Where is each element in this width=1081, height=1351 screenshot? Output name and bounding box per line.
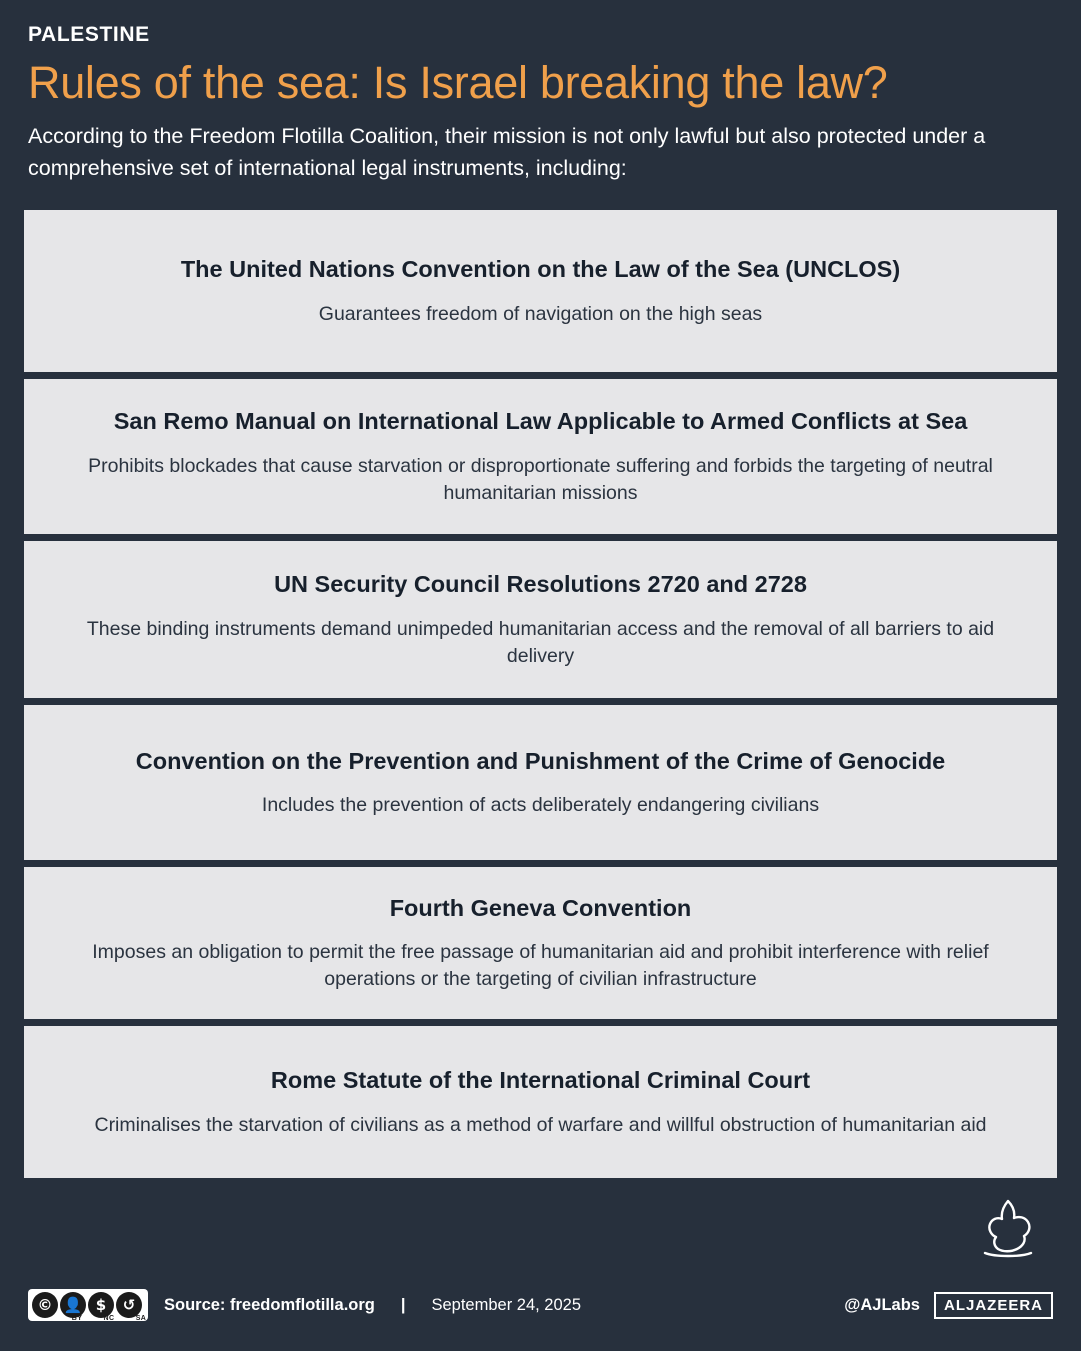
card-description: Imposes an obligation to permit the free passage of humanitarian aid and prohibit interference with relief operations or the targeting of civilian infrastructure <box>92 941 989 991</box>
publish-date: September 24, 2025 <box>431 1295 582 1314</box>
list-item <box>24 705 1057 860</box>
license-label-by: BY <box>71 1315 83 1322</box>
footer-left <box>28 1289 581 1321</box>
card-title: Fourth Geneva Convention <box>389 894 692 921</box>
cc-badge: © <box>32 1292 58 1318</box>
license-block <box>28 1289 148 1321</box>
list-item <box>24 541 1057 698</box>
list-item <box>24 210 1057 372</box>
aljazeera-logo: ALJAZEERA <box>934 1292 1053 1319</box>
card-description: Guarantees freedom of navigation on the high seas <box>318 302 763 325</box>
footer <box>0 1259 1081 1351</box>
header <box>0 0 1081 184</box>
kicker-label: PALESTINE <box>28 23 150 46</box>
list-item <box>24 379 1057 534</box>
social-handle: @AJLabs <box>844 1295 920 1314</box>
page-title: Rules of the sea: Is Israel breaking the law? <box>28 57 888 109</box>
card-title: The United Nations Convention on the Law of the Sea (UNCLOS) <box>180 256 901 283</box>
list-item <box>24 1026 1057 1178</box>
license-label-sa: SA <box>135 1315 147 1322</box>
cc-sa-badge: ↺ <box>116 1292 142 1318</box>
card-title: San Remo Manual on International Law Applicable to Armed Conflicts at Sea <box>113 408 968 435</box>
card-description: Criminalises the starvation of civilians as a method of warfare and willful obstruction of humanitarian aid <box>94 1113 987 1136</box>
source-label: Source: freedomflotilla.org <box>164 1295 375 1314</box>
aljazeera-calligraphy-icon <box>973 1197 1043 1259</box>
legal-instruments-list <box>0 210 1081 1259</box>
card-title: Convention on the Prevention and Punishment of the Crime of Genocide <box>135 747 946 774</box>
page-subtitle: According to the Freedom Flotilla Coalition, their mission is not only lawful but also protected under a comprehensive set of international legal instruments, including: <box>28 124 986 180</box>
footer-divider: | <box>400 1295 406 1314</box>
card-title: Rome Statute of the International Criminal Court <box>270 1067 811 1094</box>
list-item <box>24 867 1057 1019</box>
card-description: These binding instruments demand unimpeded humanitarian access and the removal of all barriers to aid delivery <box>86 617 995 667</box>
footer-right <box>844 1292 1053 1319</box>
cc-nc-badge: $ <box>88 1292 114 1318</box>
cc-by-badge: 👤 <box>60 1292 86 1318</box>
license-label-nc: NC <box>103 1315 115 1322</box>
card-description: Prohibits blockades that cause starvation or disproportionate suffering and forbids the targeting of neutral humanitarian missions <box>88 454 993 504</box>
license-labels <box>32 1315 154 1322</box>
card-title: UN Security Council Resolutions 2720 and 2728 <box>274 571 807 598</box>
card-description: Includes the prevention of acts deliberately endangering civilians <box>261 794 820 817</box>
